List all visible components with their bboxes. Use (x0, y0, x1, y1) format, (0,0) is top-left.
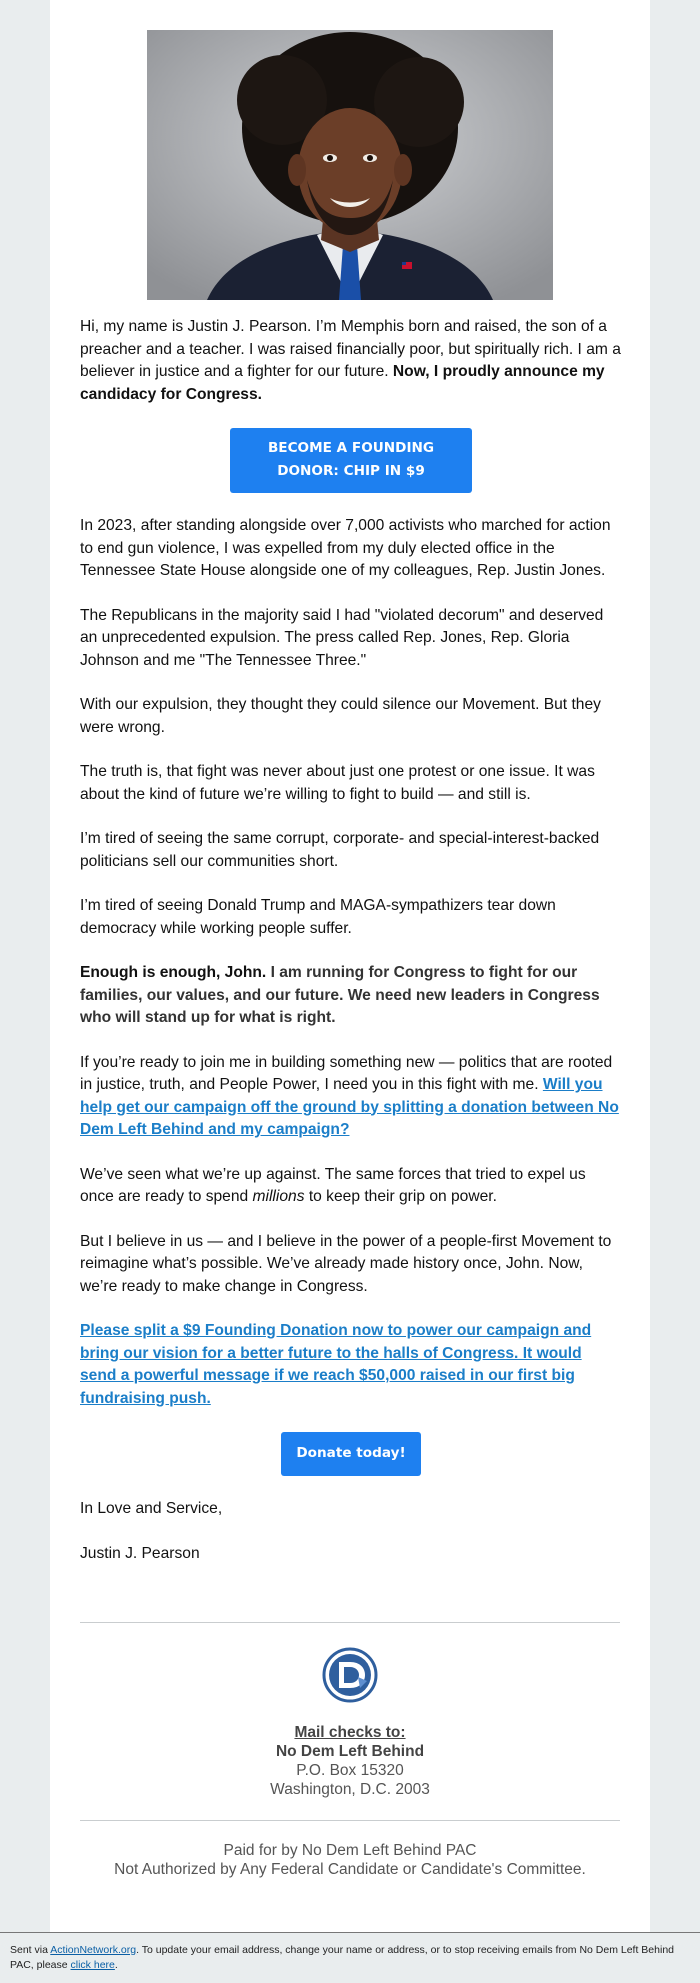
footer-divider-top (80, 1622, 620, 1623)
paragraph-tired-corrupt: I’m tired of seeing the same corrupt, corporate- and special-interest-backed politicians sell our communities short. (80, 830, 600, 870)
footer-divider-bottom (80, 1820, 620, 1821)
paid-for-text: Paid for by No Dem Left Behind PAC (223, 1842, 477, 1859)
enough-rest: I am running for Congress to fight for our families, our values, and our future. We need new leaders in Congress who will stand up for what is right. (80, 964, 600, 1026)
bottom-bar-period: . (114, 1959, 118, 1971)
founding-donation-link[interactable]: Please split a $9 Founding Donation now to power our campaign and bring our vision for a better future to the halls of Congress. It would send a powerful message if we reach $50,000 raised in our first big fundraising push. (80, 1322, 592, 1407)
candidate-photo (147, 30, 553, 300)
unsubscribe-bar (0, 1932, 700, 1983)
city: Washington, D.C. 2003 (270, 1781, 430, 1798)
split-donation-link[interactable]: Will you help get our campaign off the ground by splitting a donation between No Dem Left Behind and my campaign? (80, 1076, 619, 1138)
email-body (80, 316, 622, 1587)
paragraph-forces (80, 1164, 622, 1209)
paragraph-join (80, 1052, 622, 1142)
paragraph-truth: The truth is, that fight was never about just one protest or one issue. It was about the kind of future we’re willing to fight to build — and still is. (80, 763, 595, 803)
intro-announcement: Now, I proudly announce my candidacy for Congress. (80, 363, 605, 403)
forces-italic: millions (252, 1188, 305, 1205)
not-authorized-text: Not Authorized by Any Federal Candidate or Candidate's Committee. (114, 1861, 586, 1878)
join-text: If you’re ready to join me in building something new — politics that are rooted in justice, truth, and People Power, I need you in this fight with me. (80, 1053, 613, 1093)
click-here-link[interactable]: click here (70, 1959, 115, 1971)
forces-post: to keep their grip on power. (304, 1188, 497, 1205)
enough-bold: Enough is enough, John. (80, 964, 267, 981)
paragraph-founding-link (80, 1320, 622, 1410)
founding-button-line1: BECOME A FOUNDING (267, 440, 435, 456)
intro-text: Hi, my name is Justin J. Pearson. I’m Memphis born and raised, the son of a preacher and a teacher. I was raised financially poor, but spiritually rich. I am a believer in justice and a fighter for our future. (80, 318, 621, 380)
mail-checks-heading: Mail checks to: (294, 1724, 406, 1741)
paragraph-tired-trump: I’m tired of seeing Donald Trump and MAGA-sympathizers tear down democracy while working people suffer. (80, 897, 556, 937)
intro-paragraph (80, 316, 622, 406)
org-name: No Dem Left Behind (275, 1743, 425, 1760)
closing: In Love and Service, (80, 1500, 223, 1517)
donate-button-wrap (80, 1432, 622, 1476)
forces-pre: We’ve seen what we’re up against. The same forces that tried to expel us once are ready to spend (80, 1165, 586, 1205)
paragraph-believe: But I believe in us — and I believe in the power of a people-first Movement to reimagine what’s possible. We’ve already made history once, John. Now, we’re ready to make change in Congress. (80, 1232, 612, 1295)
update-email-text: . To update your email address, change your name or address, or to stop receiving emails from No Dem Left Behind PAC, please (10, 1944, 674, 1971)
candidate-portrait-icon (147, 30, 553, 300)
no-dem-left-behind-logo-icon (322, 1647, 378, 1703)
paragraph-silence: With our expulsion, they thought they could silence our Movement. But they were wrong. (80, 696, 601, 736)
disclaimer (50, 1841, 650, 1879)
sent-via-text: Sent via (10, 1944, 51, 1956)
email-card (50, 0, 650, 1932)
signature: Justin J. Pearson (80, 1544, 200, 1562)
donate-today-button[interactable]: Donate today! (281, 1432, 421, 1476)
paragraph-expulsion: In 2023, after standing alongside over 7,000 activists who marched for action to end gun violence, I was expelled from my duly elected office in the Tennessee State House alongside one of my colleagues, Rep. Justin Jones. (80, 517, 611, 579)
po-box: P.O. Box 15320 (296, 1762, 404, 1779)
paragraph-enough (80, 962, 622, 1030)
founding-button-wrap (80, 428, 622, 493)
paragraph-decorum: The Republicans in the majority said I had "violated decorum" and deserved an unprecedented expulsion. The press called Rep. Jones, Rep. Gloria Johnson and me "The Tennessee Three." (80, 606, 604, 669)
action-network-link[interactable]: ActionNetwork.org (50, 1944, 137, 1956)
mail-checks-block (50, 1723, 650, 1799)
become-founding-donor-button[interactable] (230, 428, 472, 493)
founding-button-line2: DONOR: CHIP IN $9 (277, 463, 425, 479)
